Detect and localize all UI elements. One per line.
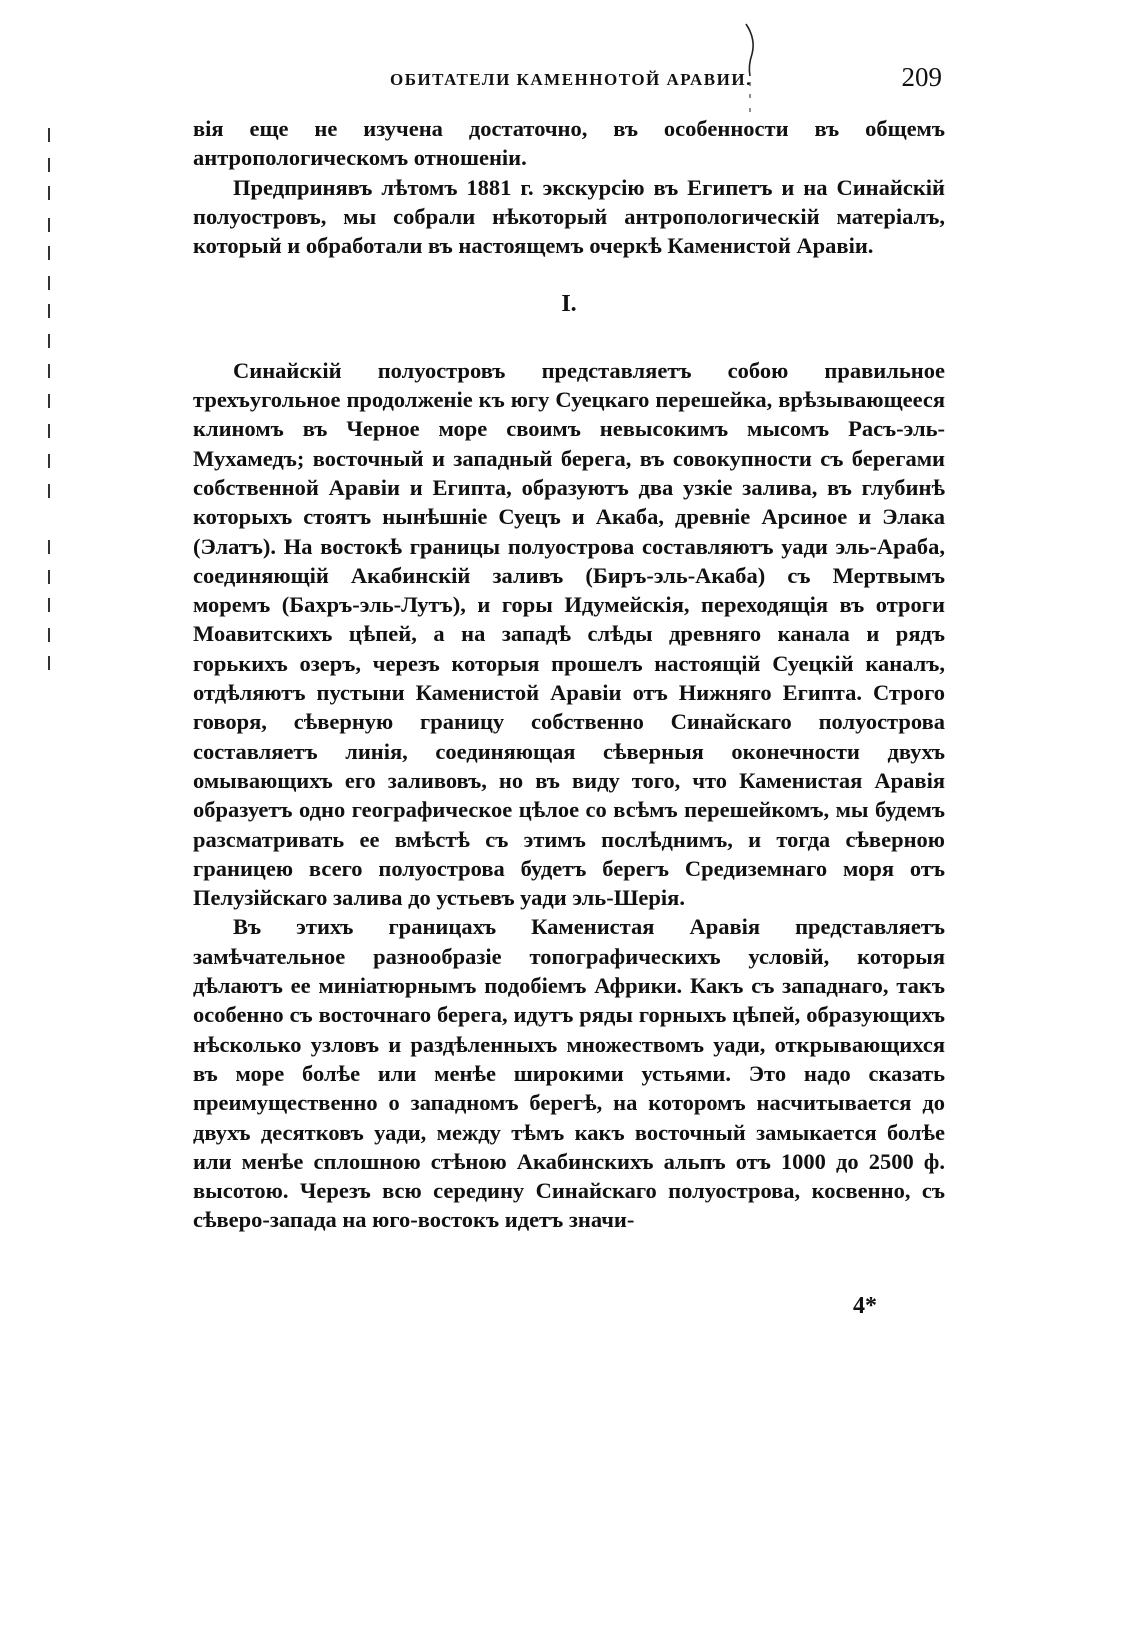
paragraph: вія еще не изучена достаточно, въ особенности въ общемъ антропологическомъ отношеніи. [193,116,945,171]
page-number: 209 [901,62,942,92]
running-head: ОБИТАТЕЛИ КАМЕННОТОЙ АРАВИИ. [390,70,752,89]
section-heading: I. [561,291,577,318]
page-header [190,62,950,102]
paragraph: Предпринявъ лѣтомъ 1881 г. экскурсію въ Египетъ и на Синайскій полуостровъ, мы собрали нѣкоторый антропологическій матеріалъ, который и обработали въ настоящемъ очеркѣ Каменистой Аравіи. [193,174,945,259]
paragraph: Синайскій полуостровъ представляетъ собою правильное трехъугольное продолженіе къ югу Суецкаго перешейка, врѣзывающееся клиномъ въ Черное море своимъ невысокимъ мысомъ Расъ-эль-Мухамедъ; восточный и западный берега, въ совокупности съ берегами собственной Аравіи и Египта, образуютъ два узкіе залива, въ глубинѣ которыхъ стоятъ нынѣшніе Суецъ и Акаба, древніе Арсиное и Элака (Элатъ). На востокѣ границы полуострова составляютъ уади эль-Араба, соединяющій Акабинскій заливъ (Биръ-эль-Акаба) съ Мертвымъ моремъ (Бахръ-эль-Лутъ), и горы Идумейскія, переходящія въ отроги Моавитскихъ цѣпей, а на западѣ слѣды древняго канала и рядъ горькихъ озеръ, черезъ которыя прошелъ настоящій Суецкій каналъ, отдѣляютъ пустыни Каменистой Аравіи отъ Нижняго Египта. Строго говоря, сѣверную границу собственно Синайскаго полуострова составляетъ линія, соединяющая сѣверныя оконечности двухъ омывающихъ его заливовъ, но въ виду того, что Каменистая Аравія образуетъ одно географическое цѣлое со всѣмъ перешейкомъ, мы будемъ разсматривать ее вмѣстѣ съ этимъ послѣднимъ, и тогда сѣверною границею всего полуострова будетъ берегъ Средиземнаго моря отъ Пелузійскаго залива до устьевъ уади эль-Шерія. [193,357,945,911]
body-text [193,114,945,1235]
printer-signature-mark: 4* [853,1293,877,1319]
paragraph: Въ этихъ границахъ Каменистая Аравія представляетъ замѣчательное разнообразіе топографическихъ условій, которыя дѣлаютъ ее миніатюрнымъ подобіемъ Африки. Какъ съ западнаго, такъ особенно съ восточнаго берега, идутъ ряды горныхъ цѣпей, образующихъ нѣсколько узловъ и раздѣленныхъ множествомъ уади, открывающихся въ море болѣе или менѣе широкими устьями. Это надо сказать преимущественно о западномъ берегѣ, на которомъ насчитывается до двухъ десятковъ уади, между тѣмъ какъ восточный замыкается болѣе или менѣе сплошною стѣною Акабинскихъ альпъ отъ 1000 до 2500 ф. высотою. Черезъ всю середину Синайскаго полуострова, косвенно, съ сѣверо-запада на юго-востокъ идетъ значи- [193,914,945,1233]
margin-scan-marks [48,128,60,688]
